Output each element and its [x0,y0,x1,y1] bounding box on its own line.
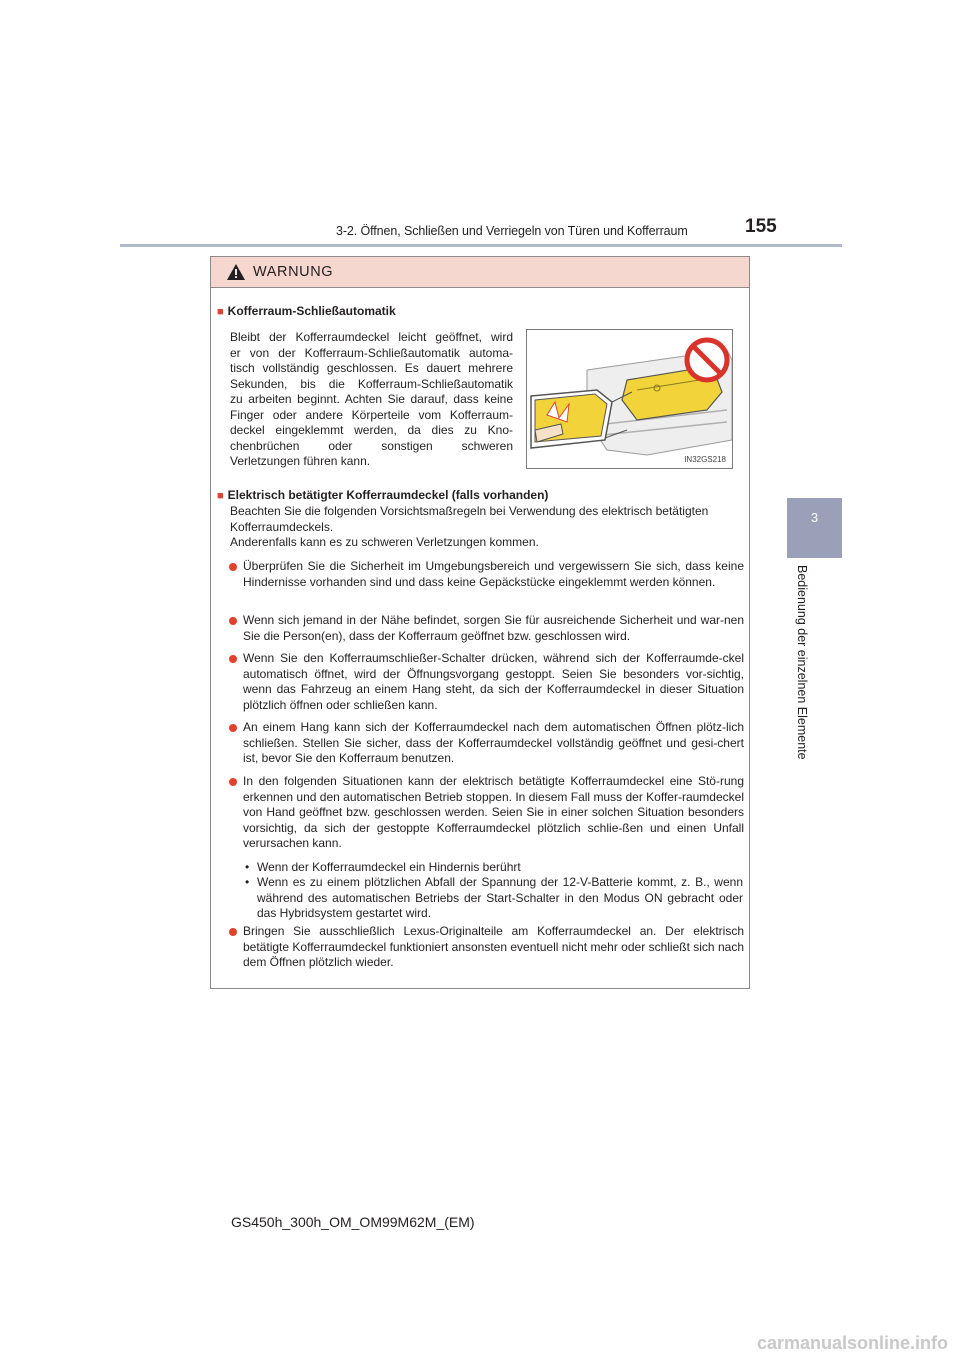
section-title: 3-2. Öffnen, Schließen und Verriegeln von Türen und Kofferraum [336,224,688,238]
warning-header [211,257,749,288]
bullet-dot-icon [229,655,237,663]
sub-bullet-marker: • [245,875,250,889]
bullet-item: In den folgenden Situationen kann der elektrisch betätigte Kofferraumdeckel eine Stö-rung erkennen und den automatischen Betrieb stoppen. In diesem Fall muss der Koffer-raumdeckel von Hand geöffnet bzw. geschlossen werden. Seien Sie in einer solchen Situation besonders vorsichtig, da sich der gestoppte Kofferraumdeckel plötzlich schlie-ßen und einen Unfall verursachen kann. [228,774,744,852]
bullet-item: Wenn Sie den Kofferraumschließer-Schalter drücken, während sich der Kofferraumde-ckel automatisch öffnet, wird der Öffnungsvorgang gestoppt. Seien Sie besonders vor-sichtig, wenn das Fahrzeug an einem Hang steht, da sich der Kofferraumdeckel in dieser Situation plötzlich öffnen oder schließen kann. [228,651,744,713]
figure-code: IN32GS218 [684,455,726,464]
square-bullet-icon: ■ [217,306,224,318]
warning-title: WARNUNG [253,264,334,280]
autoclose-text: Bleibt der Kofferraumdeckel leicht geöffnet, wird er von der Kofferraum-Schließautomatik automa- tisch vollständig geschlossen. Es dauert mehrere Sekunden, bis die Kofferraum-Schließautomatik zu arbeiten beginnt. Achten Sie darauf, dass keine Finger oder andere Körperteile vom Kofferraum- deckel eingeklemmt werden, da dies zu Kno- chenbrüchen oder sonstigen schweren Verletzungen führen kann. [230,330,513,468]
bullet-dot-icon [229,778,237,786]
section-heading-autoclose: ■ Kofferraum-Schließautomatik [217,304,396,318]
bullet-dot-icon [229,617,237,625]
power-trunk-intro: Beachten Sie die folgenden Vorsichtsmaßregeln bei Verwendung des elektrisch betätigten Kofferraumdeckels. Anderenfalls kann es zu schweren Verletzungen kommen. [230,504,709,549]
sub-bullet-marker: • [245,860,250,874]
bullet-dot-icon [229,928,237,936]
bullet-item: An einem Hang kann sich der Kofferraumdeckel nach dem automatischen Öffnen plötz-lich schließen. Stellen Sie sicher, dass der Kofferraumdeckel vollständig geöffnet und gesi-chert ist, bevor Sie den Kofferraum benutzen. [228,720,744,767]
bullet-item: Überprüfen Sie die Sicherheit im Umgebungsbereich und vergewissern Sie sich, dass keine Hindernisse vorhanden sind und dass keine Gepäckstücke eingeklemmt werden können. [228,559,744,590]
chapter-tab [787,498,842,558]
chapter-number: 3 [810,510,819,525]
sub-item: • Wenn der Kofferraumdeckel ein Hindernis berührt [245,860,521,874]
footer-code: GS450h_300h_OM_OM99M62M_(EM) [231,1214,475,1230]
watermark: carmanualsonline.info [756,1333,948,1353]
warning-box [210,256,750,989]
warning-triangle-icon [227,264,245,280]
bullet-dot-icon [229,724,237,732]
sub-item: • Wenn es zu einem plötzlichen Abfall der Spannung der 12-V-Batterie kommt, z. B., wenn während des automatischen Betriebs der Start-Schalter in den Modus ON gebracht oder das Hybridsystem gestartet wird. [245,875,743,920]
page-number: 155 [745,216,777,237]
bullet-item: Bringen Sie ausschließlich Lexus-Originalteile am Kofferraumdeckel an. Der elektrisch betätigte Kofferraumdeckel funktioniert ansonsten eventuell nicht mehr oder schließt sich nach dem Öffnen plötzlich wieder. [228,924,744,971]
square-bullet-icon: ■ [217,490,224,502]
bullet-dot-icon [229,563,237,571]
chapter-title: Bedienung der einzelnen Elemente [795,565,809,760]
section-heading-power-trunk: ■ Elektrisch betätigter Kofferraumdeckel (falls vorhanden) [217,488,549,502]
bullet-item: Wenn sich jemand in der Nähe befindet, sorgen Sie für ausreichende Sicherheit und war-nen Sie die Person(en), dass der Kofferraum geöffnet bzw. geschlossen wird. [228,613,744,644]
trunk-illustration-svg [527,330,732,468]
trunk-pinch-illustration [526,329,733,469]
header-rule [120,244,842,247]
